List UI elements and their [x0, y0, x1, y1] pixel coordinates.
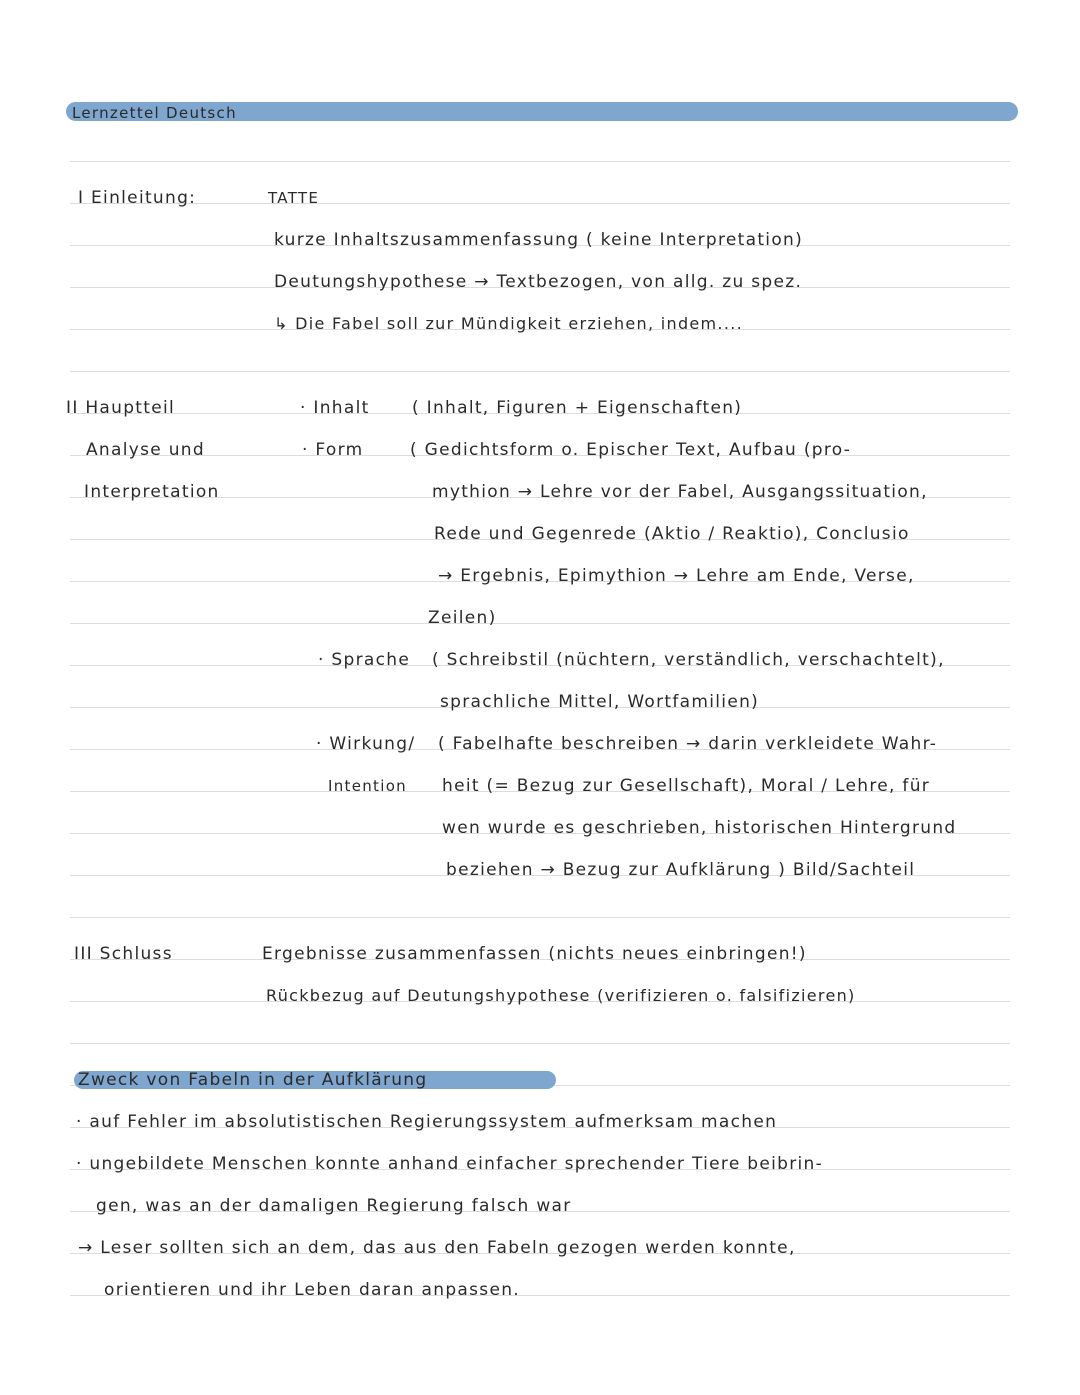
inhalt-label: · Inhalt	[300, 398, 370, 418]
wirkung-line: heit (= Bezug zur Gesellschaft), Moral / Lehre, für	[442, 776, 931, 796]
form-line: Rede und Gegenrede (Aktio / Reaktio), Conclusio	[434, 524, 910, 544]
einleitung-line: Deutungshypothese → Textbezogen, von allg. zu spez.	[274, 272, 803, 292]
form-line: → Ergebnis, Epimythion → Lehre am Ende, Verse,	[438, 566, 915, 586]
einleitung-line: kurze Inhaltszusammenfassung ( keine Interpretation)	[274, 230, 804, 250]
hauptteil-subheading: Analyse und	[86, 440, 205, 460]
sprache-line: ( Schreibstil (nüchtern, verständlich, verschachtelt),	[432, 650, 945, 670]
einleitung-heading: I Einleitung:	[78, 188, 197, 208]
zweck-line: gen, was an der damaligen Regierung falsch war	[96, 1196, 572, 1216]
schluss-line: Rückbezug auf Deutungshypothese (verifizieren o. falsifizieren)	[266, 986, 856, 1005]
hauptteil-heading: II Hauptteil	[66, 398, 176, 418]
zweck-line: · auf Fehler im absolutistischen Regierungssystem aufmerksam machen	[76, 1112, 778, 1132]
form-label: · Form	[302, 440, 364, 460]
zweck-line: orientieren und ihr Leben daran anpassen.	[104, 1280, 520, 1300]
inhalt-text: ( Inhalt, Figuren + Eigenschaften)	[412, 398, 743, 418]
wirkung-line: ( Fabelhafte beschreiben → darin verkleidete Wahr-	[438, 734, 938, 754]
page-title: Lernzettel Deutsch	[72, 104, 237, 122]
schluss-line: Ergebnisse zusammenfassen (nichts neues einbringen!)	[262, 944, 807, 964]
form-line: Zeilen)	[428, 608, 497, 628]
sprache-label: · Sprache	[318, 650, 411, 670]
form-line: ( Gedichtsform o. Epischer Text, Aufbau (pro-	[410, 440, 852, 460]
einleitung-line: TATTE	[268, 189, 320, 207]
sprache-line: sprachliche Mittel, Wortfamilien)	[440, 692, 760, 712]
einleitung-line: ↳ Die Fabel soll zur Mündigkeit erziehen, indem....	[274, 314, 743, 333]
zweck-line: → Leser sollten sich an dem, das aus den Fabeln gezogen werden konnte,	[78, 1238, 796, 1258]
zweck-line: · ungebildete Menschen konnte anhand einfacher sprechender Tiere beibrin-	[76, 1154, 824, 1174]
zweck-heading: Zweck von Fabeln in der Aufklärung	[78, 1070, 428, 1090]
wirkung-line: beziehen → Bezug zur Aufklärung ) Bild/Sachteil	[446, 860, 916, 880]
hauptteil-subheading: Interpretation	[84, 482, 220, 502]
form-line: mythion → Lehre vor der Fabel, Ausgangssituation,	[432, 482, 928, 502]
schluss-heading: III Schluss	[74, 944, 173, 964]
intention-label: Intention	[328, 777, 407, 795]
wirkung-line: wen wurde es geschrieben, historischen Hintergrund	[442, 818, 957, 838]
wirkung-label: · Wirkung/	[316, 734, 416, 754]
